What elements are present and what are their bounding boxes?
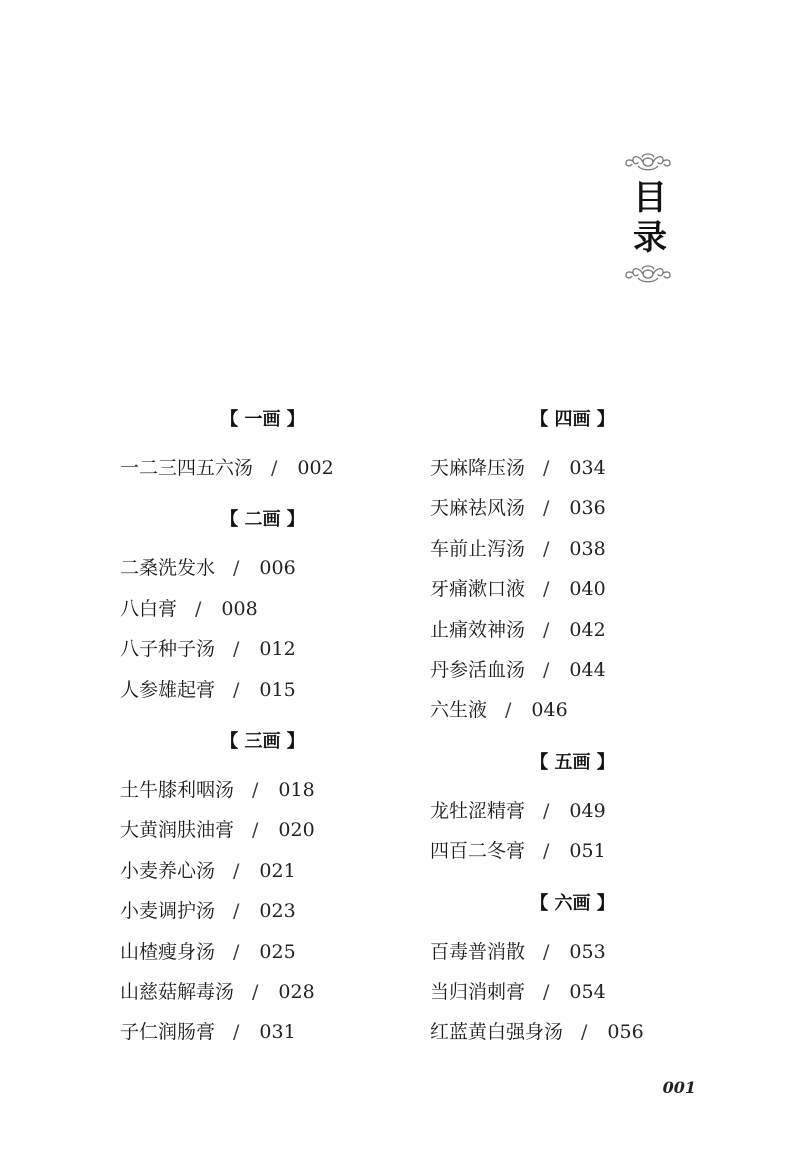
entry-separator: / <box>233 678 240 701</box>
toc-entry[interactable] <box>120 932 405 972</box>
entry-name: 天麻祛风汤 <box>430 497 526 520</box>
toc-entry[interactable] <box>120 589 405 629</box>
entry-separator: / <box>543 457 550 479</box>
entry-page: 023 <box>259 900 296 923</box>
toc-entry[interactable] <box>120 629 405 669</box>
toc-entry[interactable] <box>120 810 405 850</box>
toc-entry[interactable] <box>430 791 715 831</box>
entry-name: 止痛效神汤 <box>430 618 526 641</box>
page-number: 001 <box>662 1078 696 1097</box>
title-char-1: 目 <box>633 178 667 218</box>
toc-entry[interactable] <box>430 831 715 871</box>
entry-page: 031 <box>259 1021 296 1044</box>
entry-name: 龙牡涩精膏 <box>430 799 526 822</box>
entry-page: 036 <box>569 497 606 520</box>
entry-page: 008 <box>221 597 258 620</box>
entry-separator: / <box>505 699 512 722</box>
entry-separator: / <box>252 819 259 842</box>
toc-entry[interactable] <box>430 569 715 609</box>
entry-separator: / <box>271 457 278 479</box>
entry-separator: / <box>233 1021 240 1044</box>
top-ornament-icon <box>624 150 672 174</box>
toc-entry[interactable] <box>120 972 405 1012</box>
group-heading: 【 二画 】 <box>220 509 305 531</box>
toc-entry[interactable] <box>120 770 405 810</box>
page-title <box>630 178 670 258</box>
entry-name: 子仁润肠膏 <box>120 1021 216 1044</box>
entry-separator: / <box>543 497 550 520</box>
entry-page: 028 <box>278 980 315 1003</box>
toc-entry[interactable] <box>430 1012 715 1052</box>
entry-name: 八白膏 <box>120 597 178 620</box>
toc-group-5-stroke <box>430 743 715 872</box>
toc-entry[interactable] <box>120 891 405 931</box>
toc-entry[interactable] <box>120 851 405 891</box>
entry-separator: / <box>252 980 259 1003</box>
entry-page: 051 <box>569 840 606 863</box>
toc-entry[interactable] <box>430 650 715 690</box>
entry-name: 车前止泻汤 <box>430 537 526 560</box>
group-heading: 【 三画 】 <box>220 730 305 752</box>
entry-page: 020 <box>278 819 315 842</box>
entry-page: 018 <box>278 778 315 801</box>
entry-name: 牙痛漱口液 <box>430 578 526 601</box>
entry-page: 015 <box>259 678 296 701</box>
toc-right-column <box>430 400 715 1053</box>
entry-separator: / <box>252 778 259 801</box>
toc-entry[interactable] <box>430 932 715 972</box>
entry-page: 053 <box>569 940 606 963</box>
toc-entry[interactable] <box>120 670 405 710</box>
entry-name: 当归消刺膏 <box>430 980 526 1003</box>
entry-page: 040 <box>569 578 606 601</box>
entry-separator: / <box>233 638 240 661</box>
toc-entry[interactable] <box>430 529 715 569</box>
entry-name: 土牛膝利咽汤 <box>120 778 235 801</box>
entry-separator: / <box>543 840 550 863</box>
entry-name: 小麦调护汤 <box>120 900 216 923</box>
entry-name: 百毒普消散 <box>430 940 526 963</box>
entry-separator: / <box>543 618 550 641</box>
toc-group-6-stroke <box>430 884 715 1053</box>
toc-group-1-stroke <box>120 400 405 488</box>
toc-group-2-stroke <box>120 500 405 710</box>
entry-page: 056 <box>607 1021 644 1044</box>
entry-separator: / <box>233 859 240 882</box>
group-heading: 【 一画 】 <box>220 409 305 430</box>
entry-page: 012 <box>259 638 296 661</box>
entry-page: 046 <box>531 699 568 722</box>
toc-entry[interactable] <box>430 448 715 488</box>
entry-name: 四百二冬膏 <box>430 840 526 863</box>
toc-entry[interactable] <box>120 548 405 588</box>
title-char-2: 录 <box>633 218 667 258</box>
entry-name: 山楂瘦身汤 <box>120 940 216 963</box>
group-heading: 【 六画 】 <box>530 892 615 914</box>
group-heading: 【 四画 】 <box>530 409 615 430</box>
toc-group-3-stroke <box>120 722 405 1053</box>
entry-name: 六生液 <box>430 699 488 722</box>
entry-name: 天麻降压汤 <box>430 457 526 479</box>
entry-page: 021 <box>259 859 296 882</box>
toc-entry[interactable] <box>430 690 715 730</box>
entry-page: 049 <box>569 799 606 822</box>
entry-separator: / <box>233 900 240 923</box>
toc-left-column <box>120 400 405 1053</box>
entry-name: 红蓝黄白强身汤 <box>430 1021 564 1044</box>
entry-name: 一二三四五六汤 <box>120 457 254 479</box>
entry-page: 034 <box>569 457 606 479</box>
entry-separator: / <box>543 940 550 963</box>
entry-separator: / <box>233 940 240 963</box>
entry-separator: / <box>195 597 202 620</box>
entry-name: 二桑洗发水 <box>120 557 216 580</box>
entry-name: 小麦养心汤 <box>120 859 216 882</box>
toc-entry[interactable] <box>430 972 715 1012</box>
entry-name: 八子种子汤 <box>120 638 216 661</box>
entry-separator: / <box>543 980 550 1003</box>
entry-name: 丹参活血汤 <box>430 658 526 681</box>
entry-page: 044 <box>569 658 606 681</box>
toc-entry[interactable] <box>120 1012 405 1052</box>
bottom-ornament-icon <box>624 262 672 286</box>
toc-group-4-stroke <box>430 400 715 731</box>
entry-separator: / <box>543 799 550 822</box>
entry-separator: / <box>543 658 550 681</box>
toc-entry[interactable] <box>430 610 715 650</box>
entry-name: 山慈菇解毒汤 <box>120 980 235 1003</box>
entry-name: 大黄润肤油膏 <box>120 819 235 842</box>
entry-page: 054 <box>569 980 606 1003</box>
entry-separator: / <box>543 537 550 560</box>
entry-separator: / <box>233 557 240 580</box>
entry-page: 002 <box>297 457 334 479</box>
group-heading: 【 五画 】 <box>530 751 615 773</box>
entry-page: 025 <box>259 940 296 963</box>
entry-page: 006 <box>259 557 296 580</box>
entry-separator: / <box>543 578 550 601</box>
entry-name: 人参雄起膏 <box>120 678 216 701</box>
toc-entry[interactable] <box>430 488 715 528</box>
entry-page: 038 <box>569 537 606 560</box>
entry-page: 042 <box>569 618 606 641</box>
toc-entry[interactable] <box>120 448 405 488</box>
entry-separator: / <box>581 1021 588 1044</box>
